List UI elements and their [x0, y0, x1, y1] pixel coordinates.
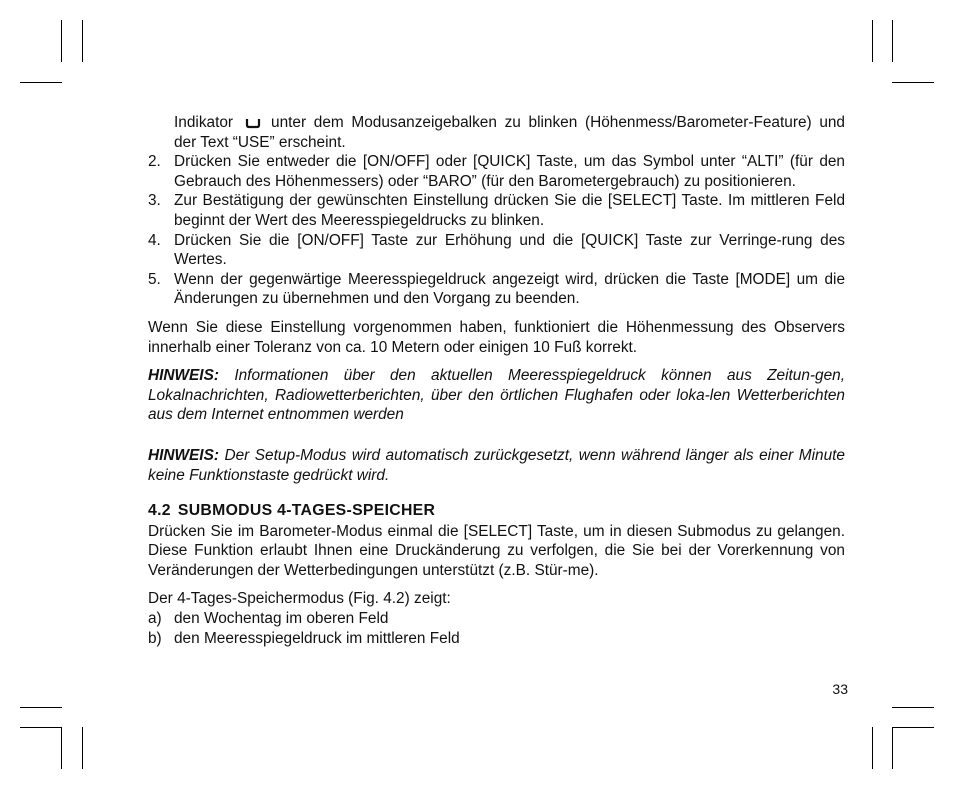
step-text: Zur Bestätigung der gewünschten Einstellung drücken Sie die [SELECT] Taste. Im mittleren Feld beginnt der Wert des Meeresspiegeldrucks zu blinken.: [174, 192, 845, 229]
list-item: [148, 231, 845, 270]
list-text: den Meeresspiegeldruck im mittleren Feld: [174, 629, 460, 647]
list-item: [148, 270, 845, 309]
section-heading: [148, 501, 845, 521]
step-text: Wenn der gegenwärtige Meeresspiegeldruck angezeigt wird, drücken die Taste [MODE] um die Änderungen zu übernehmen und den Vorgang zu beenden.: [174, 270, 845, 308]
list-item: [148, 609, 845, 629]
section-title: SUBMODUS 4-TAGES-SPEICHER: [177, 502, 436, 520]
step-text: Drücken Sie die [ON/OFF] Taste zur Erhöhung und die [QUICK] Taste zur Verringe-rung des Wertes.: [174, 231, 845, 269]
crop-mark: [20, 727, 62, 728]
section-number: 4.2: [148, 502, 171, 520]
crop-mark: [872, 727, 873, 769]
crop-mark: [82, 20, 83, 62]
note-label: HINWEIS:: [148, 367, 219, 385]
note-label: HINWEIS:: [148, 446, 219, 464]
crop-mark: [20, 82, 62, 83]
list-item: [148, 629, 845, 649]
accuracy-paragraph: Wenn Sie diese Einstellung vorgenommen haben, funktioniert die Höhenmessung des Observers innerhalb einer Toleranz von ca. 10 Metern oder einigen 10 Fuß korrekt.: [148, 318, 845, 356]
display-intro-paragraph: Der 4-Tages-Speichermodus (Fig. 4.2) zeigt:: [148, 590, 451, 608]
crop-mark: [20, 707, 62, 708]
note-paragraph: [148, 446, 845, 485]
crop-mark: [61, 20, 62, 62]
list-item: [148, 191, 845, 230]
list-item: [148, 152, 845, 191]
step-number: 3.: [148, 192, 161, 210]
note-text: Informationen über den aktuellen Meeresspiegeldruck können aus Zeitun-gen, Lokalnachrichten, Radiowetterberichten, über den örtlichen Flughafen oder loka-len Wetterberichten aus dem Internet entnommen werden: [148, 367, 845, 424]
crop-mark: [892, 20, 893, 62]
crop-mark: [61, 727, 62, 769]
step-number: 5.: [148, 270, 161, 288]
mode-indicator-icon: [245, 117, 261, 129]
crop-mark: [872, 20, 873, 62]
submode-paragraph: Drücken Sie im Barometer-Modus einmal die [SELECT] Taste, um in diesen Submodus zu gelangen. Diese Funktion erlaubt Ihnen eine Druckänderung zu verfolgen, die Sie bei der Vorerkennung von Veränderungen der Wetterbedingungen unterstützt (z.B. Stür-me).: [148, 522, 845, 579]
step-number: 4.: [148, 231, 161, 249]
note-paragraph: [148, 366, 845, 425]
crop-mark: [892, 82, 934, 83]
crop-mark: [82, 727, 83, 769]
page-content: [148, 113, 845, 648]
intro-text-start: Indikator: [174, 114, 234, 131]
crop-mark: [892, 727, 893, 769]
crop-mark: [892, 727, 934, 728]
page-number: 33: [832, 681, 848, 697]
list-label: b): [148, 629, 162, 647]
list-label: a): [148, 610, 162, 628]
intro-paragraph: [148, 113, 845, 152]
step-text: Drücken Sie entweder die [ON/OFF] oder [QUICK] Taste, um das Symbol unter “ALTI” (für den Gebrauch des Höhenmessers) oder “BARO” (für den Barometergebrauch) zu positionieren.: [174, 153, 845, 190]
crop-mark: [892, 707, 934, 708]
list-text: den Wochentag im oberen Feld: [174, 610, 389, 628]
step-number: 2.: [148, 153, 161, 171]
intro-text-end: unter dem Modusanzeigebalken zu blinken (Höhenmess/Barometer-Feature) und der Text “USE” erscheint.: [174, 114, 845, 151]
note-text: Der Setup-Modus wird automatisch zurückgesetzt, wenn während länger als einer Minute keine Funktionstaste gedrückt wird.: [148, 446, 845, 484]
